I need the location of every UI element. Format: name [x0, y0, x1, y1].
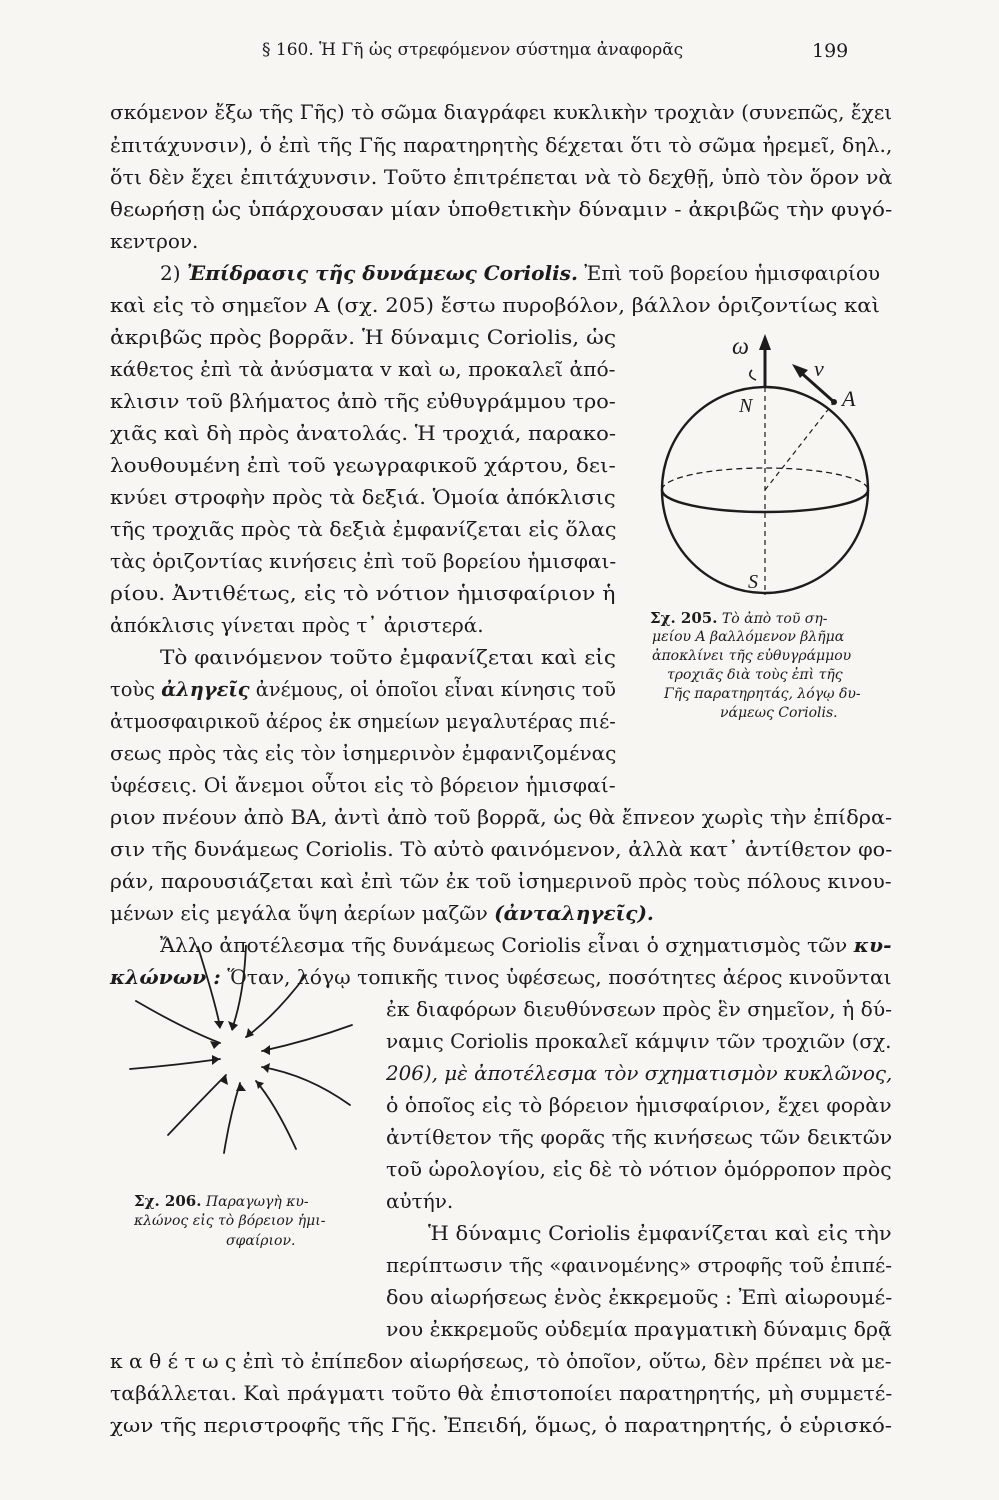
label-omega: ω — [732, 334, 749, 360]
streamline-arrowhead — [256, 1081, 264, 1089]
streamline-arrowhead — [246, 1028, 254, 1038]
section-heading-rest: Ἐπὶ τοῦ βορείου ἡμισφαιρίου — [584, 261, 881, 285]
text-line: τῆς τροχιᾶς πρὸς τὰ δεξιὰ ἐμφανίζεται εἰς ὅλας — [110, 517, 617, 541]
text-span: τοὺς — [110, 677, 162, 701]
figure-205-globe — [648, 330, 888, 600]
text-line: Τὸ φαινόμενον τοῦτο ἐμφανίζεται καὶ εἰς — [160, 645, 616, 669]
omega-arrowhead — [759, 334, 771, 350]
text-span: μένων εἰς μεγάλα ὕψη ἀερίων μαζῶν — [110, 901, 495, 925]
caption-text: Τὸ ἀπὸ τοῦ ση- — [721, 611, 828, 627]
figure-205-label: Σχ. 205. — [650, 609, 718, 627]
streamline — [198, 947, 220, 1027]
term-antitrade-winds: (ἀνταληγεῖς). — [494, 901, 654, 925]
term-cyclones: κυ- — [853, 933, 892, 957]
text-line: ἀπόκλισις γίνεται πρὸς τ᾽ ἀριστερά. — [110, 613, 484, 637]
figure-206-cyclone — [128, 945, 368, 1155]
text-span: ἀνέμους, οἱ ὁποῖοι εἶναι κίνησις τοῦ — [249, 677, 616, 701]
caption-text: Παραγωγὴ κυ- — [205, 1194, 309, 1210]
text-line: Ἡ δύναμις Coriolis ἐμφανίζεται καὶ εἰς τὴν — [428, 1221, 892, 1245]
figure-206-caption-line: κλώνος εἰς τὸ βόρειον ἡμι- — [134, 1213, 326, 1229]
text-line: κλισιν τοῦ βλήματος ἀπὸ τῆς εὐθυγράμμου τρο- — [110, 389, 616, 413]
figure-206-label: Σχ. 206. — [134, 1192, 202, 1210]
text-line: σκόμενον ἔξω τῆς Γῆς) τὸ σῶμα διαγράφει κυκλικὴν τροχιὰν (συνεπῶς, ἔχει — [110, 100, 893, 124]
streamline — [136, 1001, 220, 1043]
text-line: ἀντίθετον τῆς φορᾶς τῆς κινήσεως τῶν δεικτῶν — [386, 1125, 893, 1149]
figure-206-caption-line — [134, 1193, 309, 1211]
text-line: κάθετος ἐπὶ τὰ ἀνύσματα v καὶ ω, προκαλεῖ ἀπό- — [110, 357, 616, 381]
text-line: σεως πρὸς τὰς εἰς τὸν ἰσημερινὸν ἐμφανιζομένας — [110, 741, 617, 765]
label-S: S — [748, 571, 758, 593]
text-span: Ὅταν, λόγῳ τοπικῆς τινος ὑφέσεως, ποσότητες ἀέρος κινοῦνται — [220, 965, 892, 989]
text-line: ὁ ὁποῖος εἰς τὸ βόρειον ἡμισφαίριον, ἔχει φορὰν — [386, 1093, 892, 1117]
text-line: κεντρον. — [110, 229, 199, 253]
text-line: δου αἰωρήσεως ἑνὸς ἐκκρεμοῦς : Ἐπὶ αἰωρουμέ- — [386, 1285, 893, 1309]
figure-205-caption-line: Γῆς παρατηρητάς, λόγῳ δυ- — [664, 686, 861, 702]
text-line: τὰς ὁριζοντίας κινήσεις ἐπὶ τοῦ βορείου ἡμισφαι- — [110, 549, 617, 573]
streamline — [262, 1067, 350, 1105]
figure-206-caption-line: σφαίριον. — [226, 1233, 296, 1249]
section-heading-line — [160, 261, 880, 285]
text-line: κ α θ έ τ ω ς ἐπὶ τὸ ἐπίπεδον αἰωρήσεως, τὸ ὁποῖον, οὕτω, δὲν πρέπει νὰ με- — [110, 1349, 892, 1373]
figure-205-caption-line: μείου A βαλλόμενον βλῆμα — [652, 629, 845, 645]
text-line: σιν τῆς δυνάμεως Coriolis. Τὸ αὐτὸ φαινόμενον, ἀλλὰ κατ᾽ ἀντίθετον φο- — [110, 837, 893, 861]
text-line: θεωρήσῃ ὡς ὑπάρχουσαν μίαν ὑποθετικὴν δύναμιν - ἀκριβῶς τὴν φυγό- — [110, 197, 893, 221]
section-number: 2) — [160, 261, 181, 285]
text-line: ριον πνέουν ἀπὸ ΒΑ, ἀντὶ ἀπὸ τοῦ βορρᾶ, ὡς θὰ ἔπνεον χωρὶς τὴν ἐπίδρα- — [110, 805, 893, 829]
text-line: ταβάλλεται. Καὶ πράγματι τοῦτο θὰ ἐπιστοποίει παρατηρητής, μὴ συμμετέ- — [110, 1381, 893, 1405]
streamline-arrowhead — [228, 1021, 238, 1031]
streamline-arrowhead — [236, 1083, 246, 1091]
streamline — [232, 945, 246, 1029]
streamline — [246, 975, 306, 1037]
point-A — [831, 399, 837, 405]
streamline-arrowhead — [214, 1021, 224, 1029]
page-number: 199 — [812, 40, 849, 62]
streamline — [262, 1025, 352, 1051]
term-cyclones-cont: κλώνων : — [110, 965, 221, 989]
term-trade-winds: ἀληγεῖς — [161, 677, 250, 701]
text-line: ἐκ διαφόρων διευθύνσεων πρὸς ἓν σημεῖον, ἡ δύ- — [386, 997, 892, 1021]
text-line: ράν, παρουσιάζεται καὶ ἐπὶ τῶν ἐκ τοῦ ἰσημερινοῦ πρὸς τοὺς πόλους κινου- — [110, 869, 892, 893]
streamline — [130, 1059, 220, 1069]
label-v: v — [814, 356, 824, 381]
text-line — [110, 677, 616, 701]
figure-205-caption-line: τροχιᾶς διὰ τοὺς ἐπὶ τῆς — [667, 667, 843, 683]
text-line: ναμις Coriolis προκαλεῖ κάμψιν τῶν τροχιῶν (σχ. — [386, 1029, 892, 1053]
text-line: λουθουμένη ἐπὶ τοῦ γεωγραφικοῦ χάρτου, δει- — [110, 453, 616, 477]
radius-to-A — [765, 402, 834, 490]
streamline — [168, 1075, 226, 1135]
text-line: περίπτωσιν τῆς «φαινομένης» στροφῆς τοῦ ἐπιπέ- — [386, 1253, 892, 1277]
figure-205-caption-line: νάμεως Coriolis. — [720, 705, 838, 721]
streamline — [256, 1081, 296, 1149]
text-line: αὐτήν. — [386, 1189, 454, 1213]
label-A: A — [842, 386, 856, 411]
rotation-sense-arrow — [750, 370, 756, 380]
streamline-arrowhead — [262, 1063, 270, 1073]
text-line: καὶ εἰς τὸ σημεῖον A (σχ. 205) ἔστω πυροβόλον, βάλλον ὁριζοντίως καὶ — [110, 293, 880, 317]
text-line: τοῦ ὡρολογίου, εἰς δὲ τὸ νότιον ὁμόρροπον πρὸς — [386, 1157, 892, 1181]
section-heading: Ἐπίδρασις τῆς δυνάμεως Coriolis. — [186, 261, 578, 285]
text-span: Ἄλλο ἀποτέλεσμα τῆς δυνάμεως Coriolis εἶναι ὁ σχηματισμὸς τῶν — [160, 933, 854, 957]
streamline — [224, 1083, 240, 1153]
text-line: χων τῆς περιστροφῆς τῆς Γῆς. Ἐπειδή, ὅμως, ὁ παρατηρητής, ὁ εὑρισκό- — [110, 1413, 893, 1437]
text-line: ἀτμοσφαιρικοῦ ἀέρος ἐκ σημείων μεγαλυτέρας πιέ- — [110, 709, 616, 733]
text-line: ὅτι δὲν ἔχει ἐπιτάχυνσιν. Τοῦτο ἐπιτρέπεται νὰ τὸ δεχθῇ, ὑπὸ τὸν ὅρον νὰ — [110, 165, 893, 189]
text-line: ἐπιτάχυνσιν), ὁ ἐπὶ τῆς Γῆς παρατηρητὴς δέχεται ὅτι τὸ σῶμα ἠρεμεῖ, δηλ., — [110, 133, 893, 157]
text-line: 206), μὲ ἀποτέλεσμα τὸν σχηματισμὸν κυκλῶνος, — [386, 1061, 893, 1085]
figure-205-caption-line: ἀποκλίνει τῆς εὐθυγράμμου — [652, 648, 852, 664]
text-line: ὑφέσεις. Οἱ ἄνεμοι οὗτοι εἰς τὸ βόρειον ἡμισφαί- — [110, 773, 616, 797]
text-line: χιᾶς καὶ δὴ πρὸς ἀνατολάς. Ἡ τροχιά, παρακο- — [110, 421, 616, 445]
text-line: κνύει στροφὴν πρὸς τὰ δεξιά. Ὁμοία ἀπόκλισις — [110, 485, 616, 509]
running-header: § 160. Ἡ Γῆ ὡς στρεφόμενον σύστημα ἀναφορᾶς — [262, 40, 684, 60]
text-line: ρίου. Ἀντιθέτως, εἰς τὸ νότιον ἡμισφαίριον ἡ — [110, 581, 616, 605]
figure-205-caption-line — [650, 610, 827, 628]
text-line: ἀκριβῶς πρὸς βορρᾶν. Ἡ δύναμις Coriolis, ὡς — [110, 325, 617, 349]
text-line: νου ἐκκρεμοῦς οὐδεμία πραγματικὴ δύναμις δρᾷ — [386, 1317, 892, 1341]
label-N: N — [739, 395, 753, 417]
text-line — [110, 901, 654, 925]
